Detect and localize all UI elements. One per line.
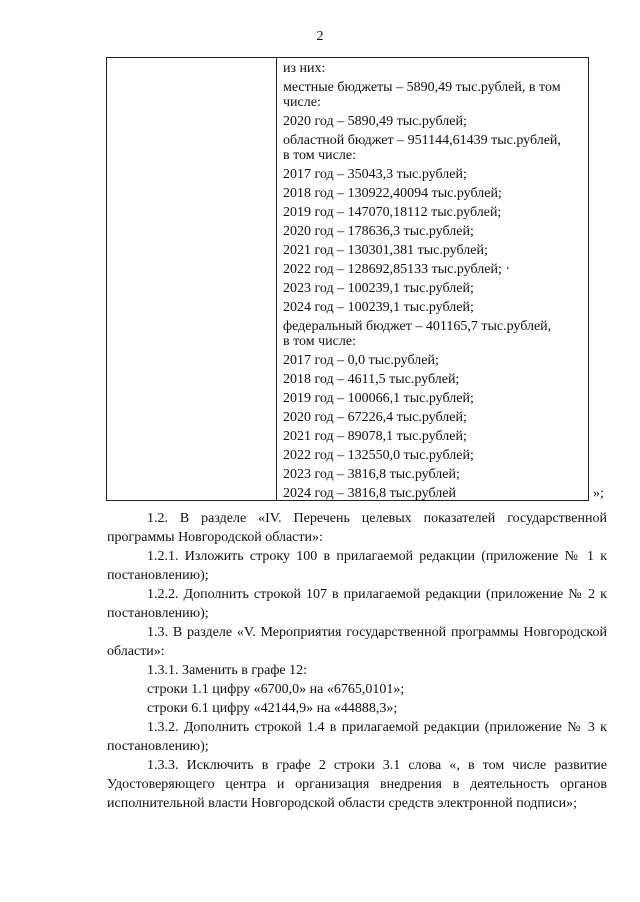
table-line: из них:	[283, 61, 326, 76]
table-line: 2021 год – 130301,381 тыс.рублей;	[283, 243, 488, 258]
table-line: 2019 год – 100066,1 тыс.рублей;	[283, 391, 474, 406]
table-line: 2020 год – 5890,49 тыс.рублей;	[283, 114, 467, 129]
paragraph-1-3-2: 1.3.2. Дополнить строкой 1.4 в прилагаемой редакции (приложение № 3 к постановлению);	[107, 720, 607, 754]
paragraph-1-3-1: 1.3.1. Заменить в графе 12:	[147, 663, 308, 678]
page-number: 2	[316, 29, 324, 44]
table-line: 2021 год – 89078,1 тыс.рублей;	[283, 429, 467, 444]
table-line: 2023 год – 100239,1 тыс.рублей;	[283, 281, 474, 296]
table-line: 2023 год – 3816,8 тыс.рублей;	[283, 467, 460, 482]
table-line: числе:	[283, 95, 321, 110]
table-line: 2022 год – 128692,85133 тыс.рублей; ·	[283, 262, 511, 277]
replacement-line-6-1: строки 6.1 цифру «42144,9» на «44888,3»;	[147, 701, 398, 716]
table-closing-quote: »;	[593, 486, 604, 501]
replacement-line-1-1: строки 1.1 цифру «6700,0» на «6765,0101»;	[147, 682, 405, 697]
table-line: 2024 год – 3816,8 тыс.рублей	[283, 486, 456, 501]
table-line: 2024 год – 100239,1 тыс.рублей;	[283, 300, 474, 315]
table-line: местные бюджеты – 5890,49 тыс.рублей, в том	[283, 80, 561, 95]
table-line: 2017 год – 35043,3 тыс.рублей;	[283, 167, 467, 182]
funding-breakdown-cell	[283, 61, 583, 501]
paragraph-1-3: 1.3. В разделе «V. Мероприятия государственной программы Новгородской области»:	[107, 625, 607, 659]
table-line: федеральный бюджет – 401165,7 тыс.рублей,	[283, 319, 552, 334]
table-line: 2018 год – 130922,40094 тыс.рублей;	[283, 186, 502, 201]
table-line: 2018 год – 4611,5 тыс.рублей;	[283, 372, 460, 387]
table-line: 2022 год – 132550,0 тыс.рублей;	[283, 448, 474, 463]
table-line: в том числе:	[283, 148, 356, 163]
paragraph-1-2: 1.2. В разделе «IV. Перечень целевых показателей государственной программы Новгородской области»:	[107, 511, 607, 545]
paragraph-1-2-2: 1.2.2. Дополнить строкой 107 в прилагаемой редакции (приложение № 2 к постановлению);	[107, 587, 607, 621]
funding-table	[106, 57, 589, 501]
table-line: 2020 год – 67226,4 тыс.рублей;	[283, 410, 467, 425]
table-line: 2017 год – 0,0 тыс.рублей;	[283, 353, 439, 368]
table-line: областной бюджет – 951144,61439 тыс.рублей,	[283, 133, 561, 148]
amendment-text	[107, 509, 607, 813]
paragraph-1-3-3: 1.3.3. Исключить в графе 2 строки 3.1 слова «, в том числе развитие Удостоверяющего центра и организация внедрения в деятельность органов исполнительной власти Новгородской области средств электронной подписи»;	[107, 758, 607, 811]
table-column-divider	[276, 58, 277, 500]
table-line: в том числе:	[283, 334, 356, 349]
table-line: 2020 год – 178636,3 тыс.рублей;	[283, 224, 474, 239]
paragraph-1-2-1: 1.2.1. Изложить строку 100 в прилагаемой редакции (приложение № 1 к постановлению);	[107, 549, 607, 583]
table-line: 2019 год – 147070,18112 тыс.рублей;	[283, 205, 502, 220]
